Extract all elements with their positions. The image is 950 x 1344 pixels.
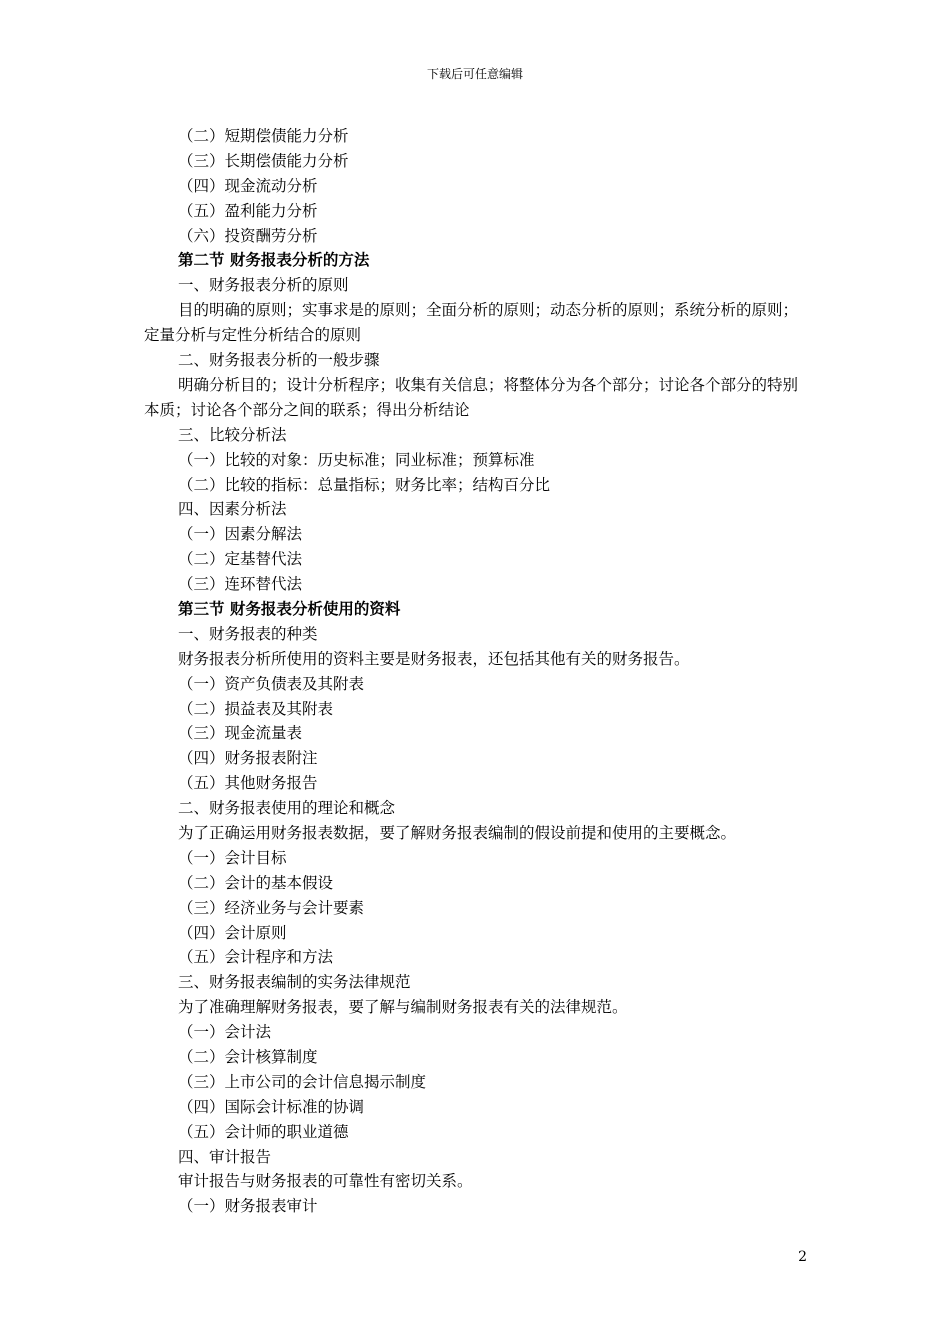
- subsection-heading: 二、财务报表分析的一般步骤: [178, 351, 380, 370]
- list-item: （一）财务报表审计: [178, 1197, 318, 1216]
- list-item: （三）连环替代法: [178, 575, 303, 594]
- list-item: （四）现金流动分析: [178, 176, 318, 195]
- list-item: （三）上市公司的会计信息揭示制度: [178, 1072, 427, 1091]
- section-heading: 第三节 财务报表分析使用的资料: [178, 598, 401, 618]
- list-item: （五）其他财务报告: [178, 774, 318, 793]
- paragraph: 为了准确理解财务报表，要了解与编制财务报表有关的法律规范。: [178, 998, 628, 1017]
- subsection-heading: 四、审计报告: [178, 1147, 272, 1166]
- paragraph: 为了正确运用财务报表数据，要了解财务报表编制的假设前提和使用的主要概念。: [178, 824, 737, 842]
- paragraph: 明确分析目的；设计分析程序；收集有关信息；将整体分为各个部分；讨论各个部分的特别本质；讨论各个部分之间的联系；得出分析结论: [144, 375, 799, 419]
- list-item: （五）会计师的职业道德: [178, 1122, 349, 1141]
- section-heading: 第二节 财务报表分析的方法: [178, 250, 370, 270]
- list-item: （二）比较的指标：总量指标；财务比率；结构百分比: [178, 475, 551, 494]
- page-header: 下载后可任意编辑: [426, 67, 523, 81]
- page-number: 2: [798, 1249, 807, 1265]
- list-item: （二）定基替代法: [178, 550, 303, 569]
- list-item: （六）投资酬劳分析: [178, 226, 318, 245]
- list-item: （四）会计原则: [178, 923, 287, 942]
- list-item: （五）会计程序和方法: [178, 948, 334, 967]
- list-item: （一）会计法: [178, 1023, 272, 1042]
- list-item: （三）经济业务与会计要素: [178, 898, 365, 917]
- subsection-heading: 三、比较分析法: [178, 425, 287, 444]
- list-item: （四）财务报表附注: [178, 749, 318, 768]
- list-item: （一）资产负债表及其附表: [178, 674, 365, 693]
- paragraph: 财务报表分析所使用的资料主要是财务报表，还包括其他有关的财务报告。: [178, 649, 690, 668]
- paragraph: 审计报告与财务报表的可靠性有密切关系。: [178, 1172, 473, 1191]
- list-item: （二）会计的基本假设: [178, 873, 334, 892]
- subsection-heading: 一、财务报表的种类: [178, 624, 318, 643]
- list-item: （二）会计核算制度: [178, 1048, 318, 1067]
- list-item: （三）现金流量表: [178, 724, 303, 743]
- paragraph: 目的明确的原则；实事求是的原则；全面分析的原则；动态分析的原则；系统分析的原则；定量分析与定性分析结合的原则: [144, 301, 799, 345]
- subsection-heading: 二、财务报表使用的理论和概念: [178, 799, 396, 818]
- list-item: （一）会计目标: [178, 848, 287, 867]
- list-item: （三）长期偿债能力分析: [178, 151, 349, 170]
- list-item: （一）比较的对象：历史标准；同业标准；预算标准: [178, 450, 535, 469]
- list-item: （五）盈利能力分析: [178, 201, 318, 220]
- document-body: [144, 124, 804, 1219]
- list-item: （一）因素分解法: [178, 525, 303, 544]
- subsection-heading: 三、财务报表编制的实务法律规范: [178, 973, 411, 992]
- list-item: （二）损益表及其附表: [178, 699, 334, 718]
- list-item: （二）短期偿债能力分析: [178, 127, 349, 145]
- list-item: （四）国际会计标准的协调: [178, 1097, 365, 1116]
- subsection-heading: 四、因素分析法: [178, 500, 287, 519]
- subsection-heading: 一、财务报表分析的原则: [178, 276, 349, 295]
